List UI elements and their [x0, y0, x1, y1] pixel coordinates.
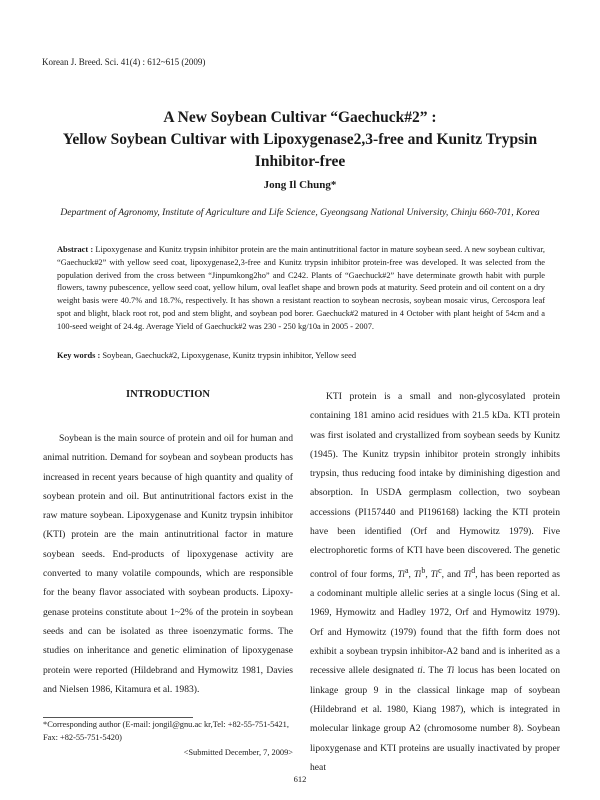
intro-paragraph-2 — [310, 387, 560, 777]
gene-symbol: Ti — [397, 568, 405, 580]
left-column — [43, 387, 293, 699]
keywords-text: Soybean, Gaechuck#2, Lipoxygenase, Kunitz trypsin inhibitor, Yellow seed — [102, 351, 357, 360]
journal-citation: Korean J. Breed. Sci. 41(4) : 612~615 (2009) — [42, 57, 206, 67]
page-number: 612 — [293, 774, 307, 784]
footnote — [43, 718, 293, 759]
text-run: , and — [441, 568, 464, 580]
title-line-2: Yellow Soybean Cultivar with Lipoxygenase2,3-free and Kunitz Trypsin — [62, 131, 538, 148]
title-line-3: Inhibitor-free — [254, 153, 346, 170]
text-run: KTI protein is a small and non-glycosylated protein containing 181 amino acid residues with 21.5 kDa. KTI protein was first isolated and crystallized from soybean seeds by Kunitz (1945). The Kunitz trypsin inhibitor protein strongly inhibits trypsin, thus reducing food intake by diminishing digestion and absorption. In USDA germplasm collection, two soybean accessions (PI157440 and PI196168) lacking the KTI protein have been identified (Orf and Hymowitz 1979). Five electrophoretic forms of KTI have been discovered. The genetic control of four forms, — [310, 391, 560, 580]
right-column — [310, 387, 560, 777]
gene-symbol: Ti — [413, 568, 422, 580]
gene-symbol: ti — [417, 665, 423, 677]
title-line-1: A New Soybean Cultivar “Gaechuck#2” : — [163, 109, 437, 126]
text-run: locus has been located on linkage group 9 in the classical linkage map of soybean (Hildebrand et al. 1980, Kiang 1987), which is integrated in molecular linkage group A2 (chromosome number 8). Soybean lipoxygenase and KTI proteins are usually inactivated by proper heat — [310, 665, 561, 773]
keywords-label: Key words : — [57, 351, 101, 360]
allele-superscript: c — [438, 565, 442, 575]
author-name: Jong Il Chung* — [263, 179, 337, 191]
section-heading-introduction: INTRODUCTION — [125, 389, 210, 400]
gene-symbol: Ti — [463, 568, 472, 580]
abstract-text: Lipoxygenase and Kunitz trypsin inhibitor protein are the main antinutritional factor in mature soybean seed. A new soybean cultivar, “Gaechuck#2” with yellow seed coat, lipoxygenase2,3-free and Kunitz trypsin inhibitor protein-free was developed. It was selected from the population derived from the cross between “Jinpumkong2ho” and C242. Plants of “Gaechuck#2” have determinate growth habit with purple flowers, tawny pubescence, yellow seed coat, yellow hilum, oval leaflet shape and brown pods at maturity. Seed protein and oil content on a dry weight basis were 40.7% and 18.7%, respectively. It has shown a resistant reaction to soybean necrosis, soybean mosaic virus, Cercospora leaf spot and blight, black root rot, pod and stem blight, and soybean pod borer. Gaechuck#2 matured in 4 October with plant height of 54cm and a 100-seed weight of 24.4g. Average Yield of Gaechuck#2 was 230 - 250 kg/10a in 2005 - 2007. — [57, 245, 546, 331]
allele-superscript: a — [404, 565, 409, 575]
text-run: . The — [422, 665, 447, 677]
text-run: , has been reported as a codominant multiple allelic series at a single locus (Sing et al. 1969, Hymowitz and Hadley 1972, Orf and Hymowitz 1979). Orf and Hymowitz (1979) found that the fifth form does not exhibit a soybean trypsin inhibitor-A2 band and is inherited as a recessive allele designated — [310, 568, 560, 677]
gene-symbol: Ti — [430, 568, 439, 580]
corresponding-author-note: *Corresponding author (E-mail: jongil@gnu.ac kr,Tel: +82-55-751-5421, Fax: +82-55-751-5420) — [43, 720, 289, 742]
affiliation: Department of Agronomy, Institute of Agriculture and Life Science, Gyeongsang National University, Chinju 660-701, Korea — [60, 207, 540, 218]
allele-superscript: b — [421, 565, 426, 575]
submission-date: <Submitted December, 7, 2009> — [183, 748, 293, 757]
text-run: , — [408, 568, 414, 580]
intro-paragraph-1: Soybean is the main source of protein and oil for human and animal nutrition. Demand for soybean and soybean products has increased in recent years because of high quantity and quality of soybean protein and oil. But antinutritional factors exist in the raw mature soybean. Lipoxygenase and Kunitz trypsin inhibitor (KTI) protein are the main antinutritional factor in mature soybean seeds. End-products of lipoxygenase activity are converted to many volatile compounds, which are responsible for the beany flavor associated with soybean products. Lipoxy-genase proteins constitute about 1~2% of the protein in soybean seeds and can be isolated as three isoenzymatic forms. The studies on inheritance and genetic elimination of lipoxygenase protein were reported (Hildebrand and Hymowitz 1981, Davies and Nielsen 1986, Kitamura et al. 1983). — [43, 433, 293, 695]
allele-superscript: d — [471, 565, 476, 575]
paper-title — [40, 107, 560, 173]
text-run: , — [425, 568, 431, 580]
abstract-label: Abstract : — [57, 245, 94, 254]
keywords — [57, 351, 545, 360]
abstract — [57, 244, 545, 334]
gene-symbol: Ti — [446, 665, 455, 677]
